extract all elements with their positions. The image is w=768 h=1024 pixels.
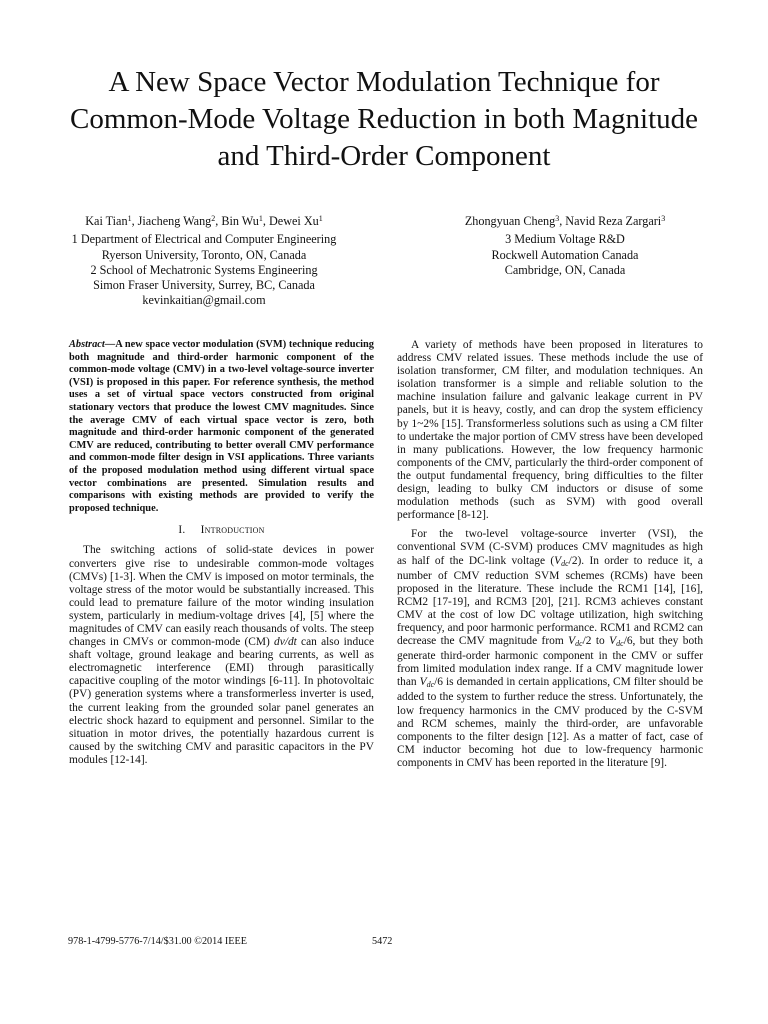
variable: V: [568, 635, 576, 648]
author-block-left: [44, 214, 364, 309]
affiliation-line: 3 Medium Voltage R&D: [505, 232, 625, 247]
footer-isbn: 978-1-4799-5776-7/14/$31.00 ©2014 IEEE: [68, 936, 247, 947]
paragraph-text: For the two-level voltage-source inverter (VSI), the conventional SVM (C-SVM) produces CMV magnitudes as high as half of the DC-link voltage (: [397, 528, 703, 567]
author-names-left: Kai Tian$^1$, Jiacheng Wang$^2$, Bin Wu$^1$, Dewei Xu$^1$: [85, 214, 323, 228]
paragraph-text: The switching actions of solid-state devices in power converters give rise to undesirable common-mode voltages (CMVs) [1-3]. When the CMV is imposed on motor terminals, the voltage stress of the motor would be substantially increased. This could lead to premature failure of the motor winding insulation system, particularly in medium-voltage drives [4], [5] where the magnitudes of CMV can easily reach thousands of volts. The steep changes in CMVs or common-mode (CM): [69, 544, 374, 649]
abstract: [69, 339, 374, 515]
author-name: Kai Tian: [85, 214, 128, 228]
affiliation-line: Ryerson University, Toronto, ON, Canada: [101, 247, 307, 262]
variable-subscript: dc: [575, 639, 583, 649]
affiliation-line: Rockwell Automation Canada: [491, 247, 639, 262]
abstract-text: —A new space vector modulation (SVM) technique reducing both magnitude and third-order harmonic component of the common-mode voltage (CMV) in a two-level voltage-source inverter (VSI) is proposed in this paper. For reference synthesis, the method uses a set of virtual space vectors constructed from original stationary vectors that produce the lowest CMV magnitudes. Since the average CMV of each virtual space vector is zero, both magnitude and third-order harmonic component of the generated CMV are reduced, contributing to better overall CMV performance and common-mode filter design in VSI applications. Three variants of the proposed modulation method using different virtual space vector combinations are presented. Simulation results and comparisons with existing methods are provided to verify the proposed technique.: [69, 339, 374, 514]
paragraph-text: /6 is demanded in certain applications, CM filter should be added to the system to further reduce the stress. Unfortunately, the low frequency harmonics in the CMV produced by the C-SVM and RCM schemes, mainly the third-order, are unfavorable components to the filter design [12]. As a matter of fact, case of CM inductor becoming hot due to low-frequency harmonic components in CMV has been reported in the literature [9].: [397, 676, 703, 769]
affiliation-mark: 3: [555, 214, 560, 223]
variable: V: [419, 676, 427, 689]
affiliation-mark: 1: [127, 214, 132, 223]
right-column: [397, 339, 703, 770]
paragraph: [397, 528, 703, 770]
paragraph-text: /2 to: [582, 635, 610, 648]
affiliation-mark: 1: [318, 214, 323, 223]
paragraph-text: can also induce shaft voltage, ground leakage and bearing currents, as well as electromagnetic interference (EMI) through parasitically capacitive coupling of the motor windings [6-11]. In photovoltaic (PV) generation systems where a transformerless inverter is used, the current leaking from the grounded solar panel generates an electric shock hazard to equipment and personnel. Similar to the situation in motor drives, the potentially hazardous current is caused by the switching CMV and parasitic capacitors in the PV modules [12-14].: [69, 636, 374, 766]
left-column: [69, 339, 374, 767]
section-number: I.: [178, 524, 186, 537]
affiliation-mark: 1: [258, 214, 263, 223]
paper-title: [30, 64, 738, 175]
affiliation-mark: 3: [661, 214, 666, 223]
affiliation-line: 1 Department of Electrical and Computer Engineering: [71, 232, 337, 247]
author-name: Zhongyuan Cheng: [464, 214, 556, 228]
section-heading: [69, 524, 374, 537]
author-block-right: [400, 214, 730, 278]
paragraph-text: /6, but they both generate third-order harmonic component in the CMV or suffer from limited modulation index range. If a CMV magnitude lower than: [397, 635, 704, 689]
affiliation-mark: 2: [211, 214, 216, 223]
affiliation-line: Cambridge, ON, Canada: [504, 262, 626, 277]
title-line-2: Common-Mode Voltage Reduction in both Magnitude: [69, 103, 699, 135]
author-names-right: Zhongyuan Cheng$^3$, Navid Reza Zargari$^3$: [464, 214, 666, 228]
author-name: Navid Reza Zargari: [565, 214, 662, 228]
page-number: 5472: [372, 936, 393, 947]
title-line-1: A New Space Vector Modulation Technique for: [108, 66, 660, 98]
variable: V: [609, 635, 617, 648]
variable: V: [554, 554, 562, 567]
variable-subscript: dc: [561, 558, 569, 568]
author-email: kevinkaitian@gmail.com: [142, 293, 266, 308]
paragraph-italic: dv/dt: [274, 636, 297, 649]
variable-subscript: dc: [616, 639, 624, 649]
affiliation-line: 2 School of Mechatronic Systems Engineering: [90, 262, 318, 277]
variable-subscript: dc: [426, 680, 435, 690]
author-name: Dewei Xu: [269, 214, 319, 228]
section-title: Introduction: [200, 524, 265, 537]
abstract-label: Abstract: [69, 339, 105, 350]
paragraph-text: /2). In order to reduce it, a number of CMV reduction SVM schemes (RCMs) have been proposed in the literature. These include the RCM1 [14], [16], RCM2 [17-19], and RCM3 [20], [21]. RCM3 achieves constant CMV at the cost of low DC voltage utilization, high switching frequency, and poor harmonic performance. RCM1 and RCM2 can decrease the CMV magnitude from: [397, 554, 703, 648]
title-line-3: and Third-Order Component: [217, 140, 551, 172]
paragraph: [69, 544, 374, 767]
author-name: Jiacheng Wang: [137, 214, 212, 228]
affiliation-line: Simon Fraser University, Surrey, BC, Canada: [93, 278, 315, 293]
author-name: Bin Wu: [221, 214, 259, 228]
paragraph: A variety of methods have been proposed in literatures to address CMV related issues. These methods include the use of isolation transformer, CM filter, and modulation techniques. An isolation transformer is a simple and reliable solution to the machine insulation failure and galvanic leakage current in PV panels, but it is heavy, costly, and can drop the system efficiency by 1~2% [15]. Transformerless solutions such as using a CM filter to undertake the major portion of CMV stress have been developed in many publications. However, the low frequency harmonic components of the CMV, particularly the third-order component of the output fundamental frequency, bring difficulties to the filter design, leading to bulky CM inductors or disuse of some modulation methods (such as SVM) with good overall performance [8-12].: [397, 339, 703, 522]
